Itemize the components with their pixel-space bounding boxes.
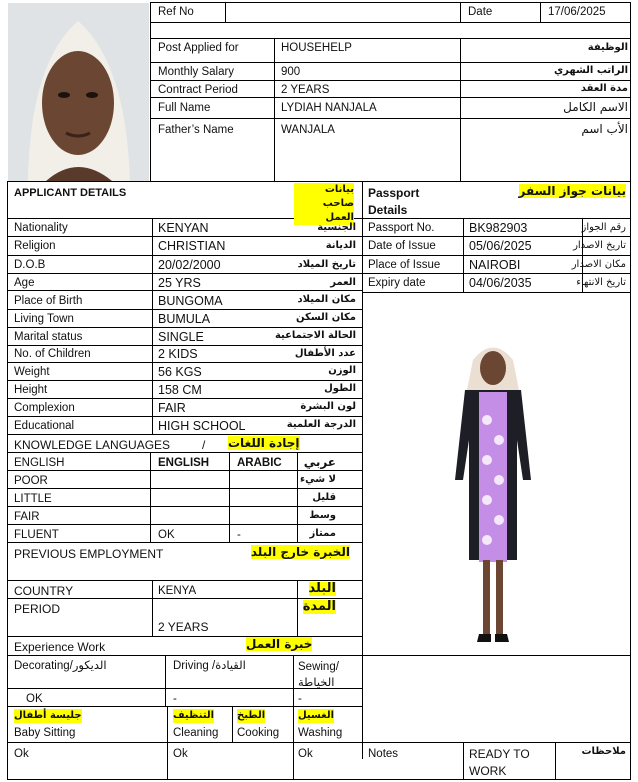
driving-label: Driving /القيادة (173, 660, 246, 672)
religion-value[interactable]: CHRISTIAN (158, 239, 226, 253)
children-value[interactable]: 2 KIDS (158, 347, 198, 361)
age-ar: العمر (330, 277, 356, 288)
lang-fair-label: FAIR (14, 511, 40, 523)
educational-value[interactable]: HIGH SCHOOL (158, 419, 246, 433)
complexion-value[interactable]: FAIR (158, 401, 186, 415)
complexion-ar: لون البشرة (300, 401, 356, 412)
passport-no-ar: رقم الجواز (581, 222, 626, 233)
portrait-photo (8, 3, 149, 181)
lang-col-arabic: ARABIC (237, 457, 282, 469)
passport-title-line2: Details (368, 203, 408, 217)
weight-value[interactable]: 56 KGS (158, 365, 202, 379)
date-value[interactable]: 17/06/2025 (548, 6, 606, 18)
cleaning-label: Cleaning (173, 727, 219, 739)
educational-label: Educational (14, 420, 75, 432)
full-name-label: Full Name (158, 102, 211, 114)
dob-label: D.O.B (14, 259, 46, 271)
date-of-issue-value[interactable]: 05/06/2025 (469, 239, 532, 253)
nationality-label: Nationality (14, 222, 68, 234)
lang-col-english: ENGLISH (158, 457, 210, 469)
period-ar: المدة (302, 599, 336, 614)
nationality-value[interactable]: KENYAN (158, 221, 209, 235)
place-of-birth-value[interactable]: BUNGOMA (158, 294, 223, 308)
decorating-label: Decorating/الديكور (14, 660, 107, 672)
lang-fluent-label: FLUENT (14, 529, 59, 541)
weight-ar: الوزن (328, 365, 356, 376)
fathers-name-ar: الأب اسم (581, 122, 628, 136)
decorating-value[interactable]: OK (26, 693, 43, 705)
date-of-issue-ar: تاريخ الاصدار (573, 240, 626, 251)
age-value[interactable]: 25 YRS (158, 276, 201, 290)
dob-value[interactable]: 20/02/2000 (158, 258, 221, 272)
fathers-name-value[interactable]: WANJALA (281, 124, 335, 136)
lang-poor-label: POOR (14, 475, 48, 487)
monthly-salary-label: Monthly Salary (158, 66, 235, 78)
expiry-date-value[interactable]: 04/06/2035 (469, 276, 532, 290)
religion-ar: الديانة (325, 240, 356, 251)
living-town-label: Living Town (14, 313, 74, 325)
expiry-date-label: Expiry date (368, 277, 426, 289)
lang-fluent-english[interactable]: OK (158, 529, 175, 541)
country-ar: البلد (308, 581, 336, 596)
cooking-label: Cooking (237, 727, 280, 739)
baby-sitting-ar: جليسة أطفال (14, 710, 82, 721)
baby-sitting-value[interactable]: Ok (14, 748, 29, 760)
post-applied-label: Post Applied for (158, 42, 239, 54)
ref-no-label: Ref No (158, 6, 194, 18)
place-of-issue-value[interactable]: NAIROBI (469, 258, 521, 272)
contract-period-value[interactable]: 2 YEARS (281, 84, 330, 96)
place-of-issue-ar: مكان الاصدار (571, 259, 626, 270)
date-of-issue-label: Date of Issue (368, 240, 436, 252)
previous-employment-title-ar: الخبرة خارج البلد (250, 545, 350, 559)
lang-fair-ar: وسط (309, 510, 336, 521)
full-name-value[interactable]: LYDIAH NANJALA (281, 102, 377, 114)
washing-value[interactable]: Ok (298, 748, 313, 760)
sewing-value[interactable]: - (298, 693, 302, 705)
place-of-birth-label: Place of Birth (14, 295, 83, 307)
living-town-ar: مكان السكن (296, 312, 356, 323)
period-value[interactable]: 2 YEARS (158, 620, 209, 634)
religion-label: Religion (14, 240, 56, 252)
place-of-issue-label: Place of Issue (368, 259, 441, 271)
passport-title-ar: بيانات جواز السفر (518, 184, 626, 198)
passport-no-label: Passport No. (368, 222, 435, 234)
applicant-details-title-ar: بيانات صاحب العمل (294, 183, 354, 225)
nationality-ar: الجنسية (317, 222, 356, 233)
height-value[interactable]: 158 CM (158, 383, 202, 397)
washing-label: Washing (298, 727, 343, 739)
country-value[interactable]: KENYA (158, 585, 197, 597)
contract-period-label: Contract Period (158, 84, 238, 96)
expiry-date-ar: تاريخ الانتهاء (576, 277, 626, 288)
contract-period-ar: مدة العقد (580, 83, 628, 94)
full-name-ar: الاسم الكامل (563, 100, 628, 114)
notes-label: Notes (368, 748, 399, 760)
height-ar: الطول (324, 383, 356, 394)
notes-value[interactable]: READY TO WORK (469, 747, 530, 778)
age-label: Age (14, 277, 35, 289)
lang-poor-ar: لا شيء (300, 474, 336, 485)
weight-label: Weight (14, 366, 50, 378)
country-label: COUNTRY (14, 584, 74, 598)
monthly-salary-value[interactable]: 900 (281, 66, 301, 78)
cleaning-ar: التنظيف (173, 710, 215, 721)
date-label: Date (468, 6, 493, 18)
passport-no-value[interactable]: BK982903 (469, 221, 528, 235)
languages-title-ar: إجادة اللغات (228, 436, 300, 450)
marital-status-ar: الحالة الاجتماعية (274, 330, 356, 341)
notes-ar: ملاحظات (581, 746, 626, 757)
height-label: Height (14, 384, 48, 396)
place-of-birth-ar: مكان الميلاد (297, 294, 356, 305)
lang-col-label: ENGLISH (14, 457, 65, 469)
driving-value[interactable]: - (173, 693, 177, 705)
lang-little-ar: قليل (312, 492, 336, 503)
cleaning-value[interactable]: Ok (173, 748, 188, 760)
fathers-name-label: Father’s Name (158, 124, 234, 136)
living-town-value[interactable]: BUMULA (158, 312, 211, 326)
full-body-photo (443, 330, 543, 645)
children-ar: عدد الأطفال (294, 348, 356, 359)
marital-status-value[interactable]: SINGLE (158, 330, 204, 344)
cooking-ar: الطبخ (237, 710, 266, 721)
children-label: No. of Children (14, 348, 91, 360)
lang-fluent-arabic[interactable]: - (237, 529, 241, 541)
lang-fluent-ar: ممتاز (309, 528, 336, 539)
lang-little-label: LITTLE (14, 493, 52, 505)
period-label: PERIOD (14, 602, 61, 616)
complexion-label: Complexion (14, 402, 75, 414)
sewing-label: Sewing/ الخياطة (298, 661, 339, 689)
dob-ar: تاريخ الميلاد (297, 259, 356, 270)
previous-employment-title: PREVIOUS EMPLOYMENT (14, 547, 164, 561)
languages-title: KNOWLEDGE LANGUAGES (14, 438, 171, 452)
educational-ar: الدرجة العلمية (286, 419, 356, 430)
languages-slash: / (202, 438, 206, 452)
monthly-salary-ar: الراتب الشهري (554, 65, 628, 76)
lang-col-ar: عربي (303, 455, 336, 469)
post-applied-ar: الوظيفة (587, 42, 628, 53)
post-applied-value[interactable]: HOUSEHELP (281, 42, 352, 54)
experience-title-ar: خبرة العمل (246, 637, 313, 651)
applicant-details-title: APPLICANT DETAILS (14, 187, 127, 199)
washing-ar: الغسيل (298, 710, 335, 721)
marital-status-label: Marital status (14, 331, 83, 343)
baby-sitting-label: Baby Sitting (14, 727, 76, 739)
experience-title: Experience Work (14, 640, 106, 654)
passport-title-line1: Passport (368, 186, 420, 200)
